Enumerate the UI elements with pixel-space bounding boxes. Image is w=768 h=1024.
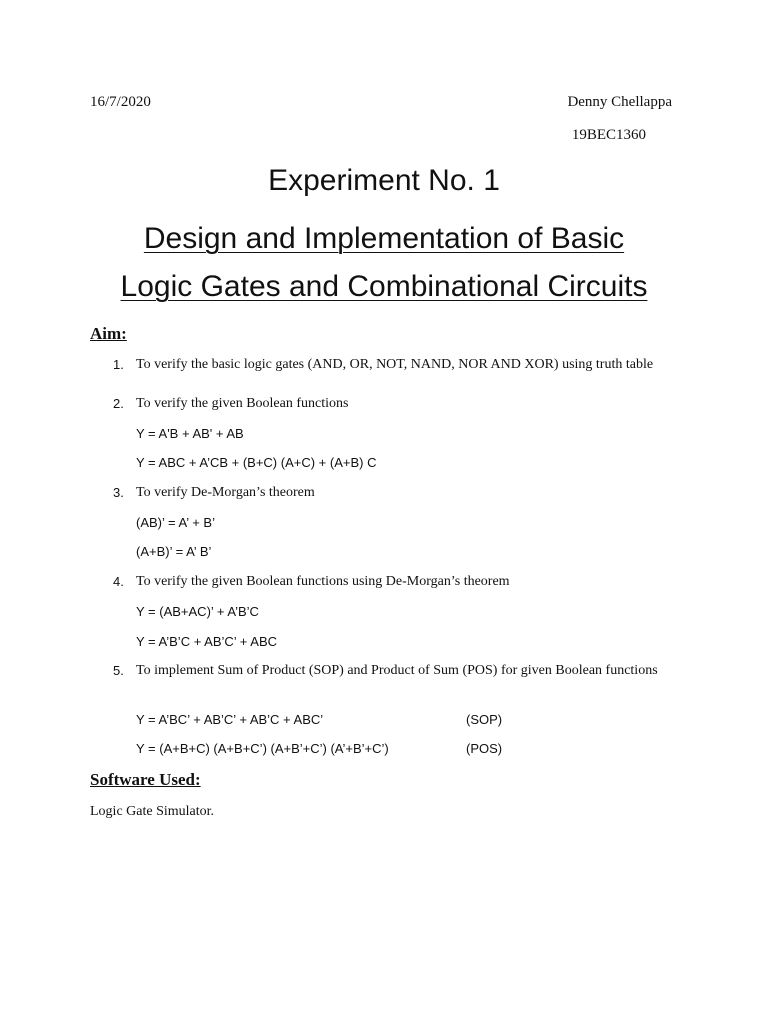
equation: (AB)’ = A’ + B’	[136, 515, 215, 530]
aim-heading: Aim:	[90, 324, 127, 343]
aim-item-text: To implement Sum of Product (SOP) and Product of Sum (POS) for given Boolean functions	[136, 663, 658, 678]
aim-item-text: To verify the basic logic gates (AND, OR, NOT, NAND, NOR AND XOR) using truth table	[136, 357, 654, 372]
aim-item-number: 3.	[113, 485, 124, 500]
pos-equation: Y = (A+B+C) (A+B+C’) (A+B’+C’) (A’+B’+C’)	[136, 741, 389, 756]
date: 16/7/2020	[90, 94, 151, 110]
equation: Y = (AB+AC)’ + A’B’C	[136, 604, 259, 619]
software-used-text: Logic Gate Simulator.	[90, 804, 215, 819]
equation: Y = A’B’C + AB’C’ + ABC	[136, 634, 278, 649]
aim-item-text: To verify the given Boolean functions using De-Morgan’s theorem	[136, 574, 510, 589]
equation: Y = A'B + AB' + AB	[136, 426, 244, 441]
sop-equation: Y = A’BC’ + AB’C’ + AB’C + ABC’	[136, 712, 324, 727]
sop-tag: (SOP)	[466, 712, 503, 727]
experiment-heading-line-2: Logic Gates and Combinational Circuits	[120, 270, 648, 303]
experiment-title: Experiment No. 1	[268, 164, 500, 197]
software-used-heading: Software Used:	[90, 770, 201, 789]
aim-item-number: 2.	[113, 396, 124, 411]
experiment-heading-line-1: Design and Implementation of Basic	[143, 222, 625, 255]
aim-item-text: To verify the given Boolean functions	[136, 396, 349, 411]
aim-item-number: 4.	[113, 574, 124, 589]
author-name: Denny Chellappa	[567, 94, 672, 110]
aim-item-text: To verify De-Morgan’s theorem	[136, 485, 315, 500]
aim-item-number: 5.	[113, 663, 124, 678]
pos-tag: (POS)	[466, 741, 503, 756]
registration-number: 19BEC1360	[571, 127, 646, 143]
equation: (A+B)’ = A’ B’	[136, 544, 212, 559]
equation: Y = ABC + A’CB + (B+C) (A+C) + (A+B) C	[136, 455, 377, 470]
aim-item-number: 1.	[113, 357, 124, 372]
